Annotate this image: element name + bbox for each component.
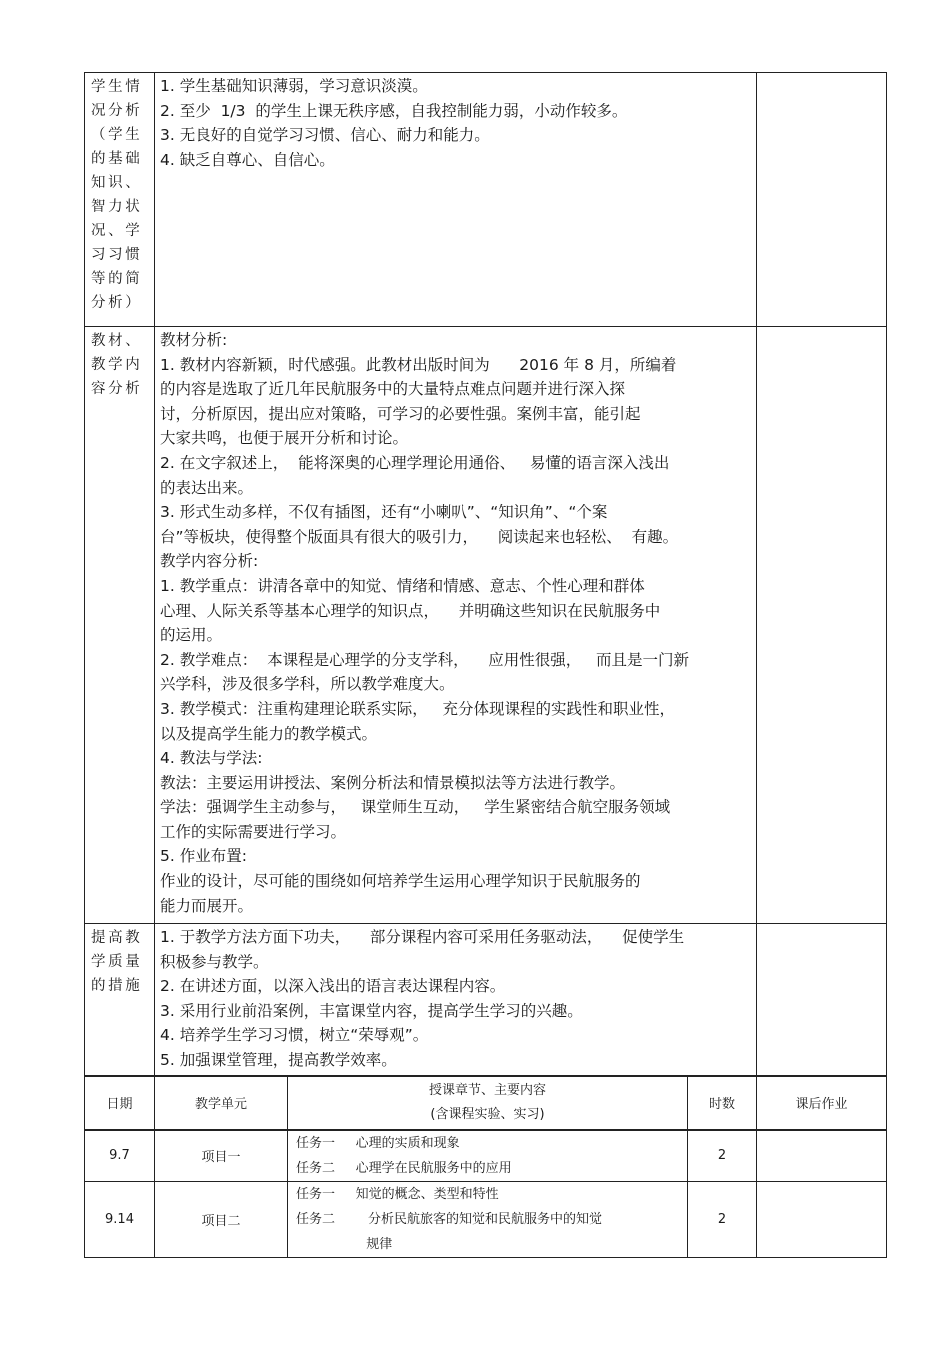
content-line: 教学内容分析: [160,552,259,571]
quality-measures-blank-cell [757,924,887,1076]
row-hours: 2 [688,1181,757,1257]
content-line: 的运用。 [160,626,223,645]
textbook-analysis-content [155,327,757,924]
content-line: 台”等板块，使得整个版面具有很大的吸引力， 阅读起来也轻松、 有趣。 [160,527,679,546]
row-topics [288,1130,688,1182]
content-line: 1. 教材内容新颖，时代感强。此教材出版时间为 2016 年 8 月，所编着 [160,355,677,374]
header-content-line1: 授课章节、主要内容 [428,1082,546,1098]
row-homework [757,1130,887,1182]
content-line: 4. 缺乏自尊心、自信心。 [160,150,335,169]
content-line: 1. 学生基础知识薄弱，学习意识淡漠。 [160,77,428,95]
schedule-header-row [85,1076,887,1130]
textbook-analysis-blank-cell [757,327,887,924]
content-line: 工作的实际需要进行学习。 [160,822,347,841]
syllabus-page [84,72,886,1258]
student-analysis-blank-cell [757,73,887,327]
content-line: 教材分析: [160,331,228,349]
header-homework: 课后作业 [757,1076,887,1130]
table-row [85,1130,887,1182]
textbook-analysis-row [85,327,887,924]
header-unit: 教学单元 [155,1076,288,1130]
content-line: 3. 教学模式：注重构建理论联系实际， 充分体现课程的实践性和职业性， [160,699,675,718]
header-date: 日期 [85,1076,155,1130]
content-line: 5. 加强课堂管理，提高教学效率。 [160,1050,397,1069]
topic-line: 任务一 知觉的概念、类型和特性 [296,1186,499,1202]
content-line: 的表达出来。 [160,478,254,497]
quality-measures-label: 提高教学质量的措施 [85,924,155,1076]
header-hours: 时数 [688,1076,757,1130]
content-line: 作业的设计，尽可能的围绕如何培养学生运用心理学知识于民航服务的 [160,872,641,891]
student-analysis-label: 学生情况分析（学生的基础知识、智力状况、学习习惯等的简分析） [85,73,155,327]
content-line: 积极参与教学。 [160,952,269,971]
content-line: 1. 教学重点：讲清各章中的知觉、情绪和情感、意志、个性心理和群体 [160,576,645,595]
table-row [85,1181,887,1257]
topic-line: 任务一 心理的实质和现象 [296,1135,460,1151]
content-line: 大家共鸣，也便于展开分析和讨论。 [160,429,409,448]
analysis-table [84,72,887,1076]
quality-measures-content [155,924,757,1076]
content-line: 心理、人际关系等基本心理学的知识点， 并明确这些知识在民航服务中 [160,601,661,620]
header-content-line2: (含课程实验、实习) [430,1106,545,1122]
content-line: 2. 在讲述方面，以深入浅出的语言表达课程内容。 [160,977,506,996]
content-line: 4. 教法与学法: [160,749,263,768]
content-line: 1. 于教学方法方面下功夫， 部分课程内容可采用任务驱动法， 促使学生 [160,928,685,946]
content-line: 2. 在文字叙述上， 能将深奥的心理学理论用通俗、 易懂的语言深入浅出 [160,453,670,472]
row-unit: 项目二 [155,1181,288,1257]
row-hours: 2 [688,1130,757,1182]
row-date: 9.7 [85,1130,155,1182]
content-line: 的内容是选取了近几年民航服务中的大量特点难点问题并进行深入探 [160,380,626,399]
content-line: 学法：强调学生主动参与， 课堂师生互动， 学生紧密结合航空服务领域 [160,798,671,817]
row-topics [288,1181,688,1257]
content-line: 兴学科，涉及很多学科，所以教学难度大。 [160,675,455,694]
header-content [288,1076,688,1130]
content-line: 能力而展开。 [160,896,254,915]
content-line: 以及提高学生能力的教学模式。 [160,724,378,743]
content-line: 3. 形式生动多样，不仅有插图，还有“小喇叭”、“知识角”、“个案 [160,503,608,522]
content-line: 讨，分析原因，提出应对策略，可学习的必要性强。案例丰富，能引起 [160,404,641,423]
topic-line: 规律 [296,1236,393,1252]
content-line: 3. 采用行业前沿案例，丰富课堂内容，提高学生学习的兴趣。 [160,1001,583,1020]
student-analysis-row [85,73,887,327]
content-line: 5. 作业布置: [160,847,247,866]
schedule-table [84,1076,887,1258]
content-line: 2. 至少 1/3 的学生上课无秩序感，自我控制能力弱，小动作较多。 [160,101,628,120]
row-homework [757,1181,887,1257]
row-unit: 项目一 [155,1130,288,1182]
topic-line: 任务二 分析民航旅客的知觉和民航服务中的知觉 [296,1211,603,1227]
topic-line: 任务二 心理学在民航服务中的应用 [296,1160,512,1176]
quality-measures-row [85,924,887,1076]
textbook-analysis-label: 教材、教学内容分析 [85,327,155,924]
content-line: 4. 培养学生学习习惯，树立“荣辱观”。 [160,1026,429,1045]
content-line: 教法：主要运用讲授法、案例分析法和情景模拟法等方法进行教学。 [160,773,626,792]
row-date: 9.14 [85,1181,155,1257]
content-line: 3. 无良好的自觉学习习惯、信心、耐力和能力。 [160,126,490,145]
content-line: 2. 教学难点： 本课程是心理学的分支学科， 应用性很强， 而且是一门新 [160,650,690,669]
student-analysis-content [155,73,757,327]
